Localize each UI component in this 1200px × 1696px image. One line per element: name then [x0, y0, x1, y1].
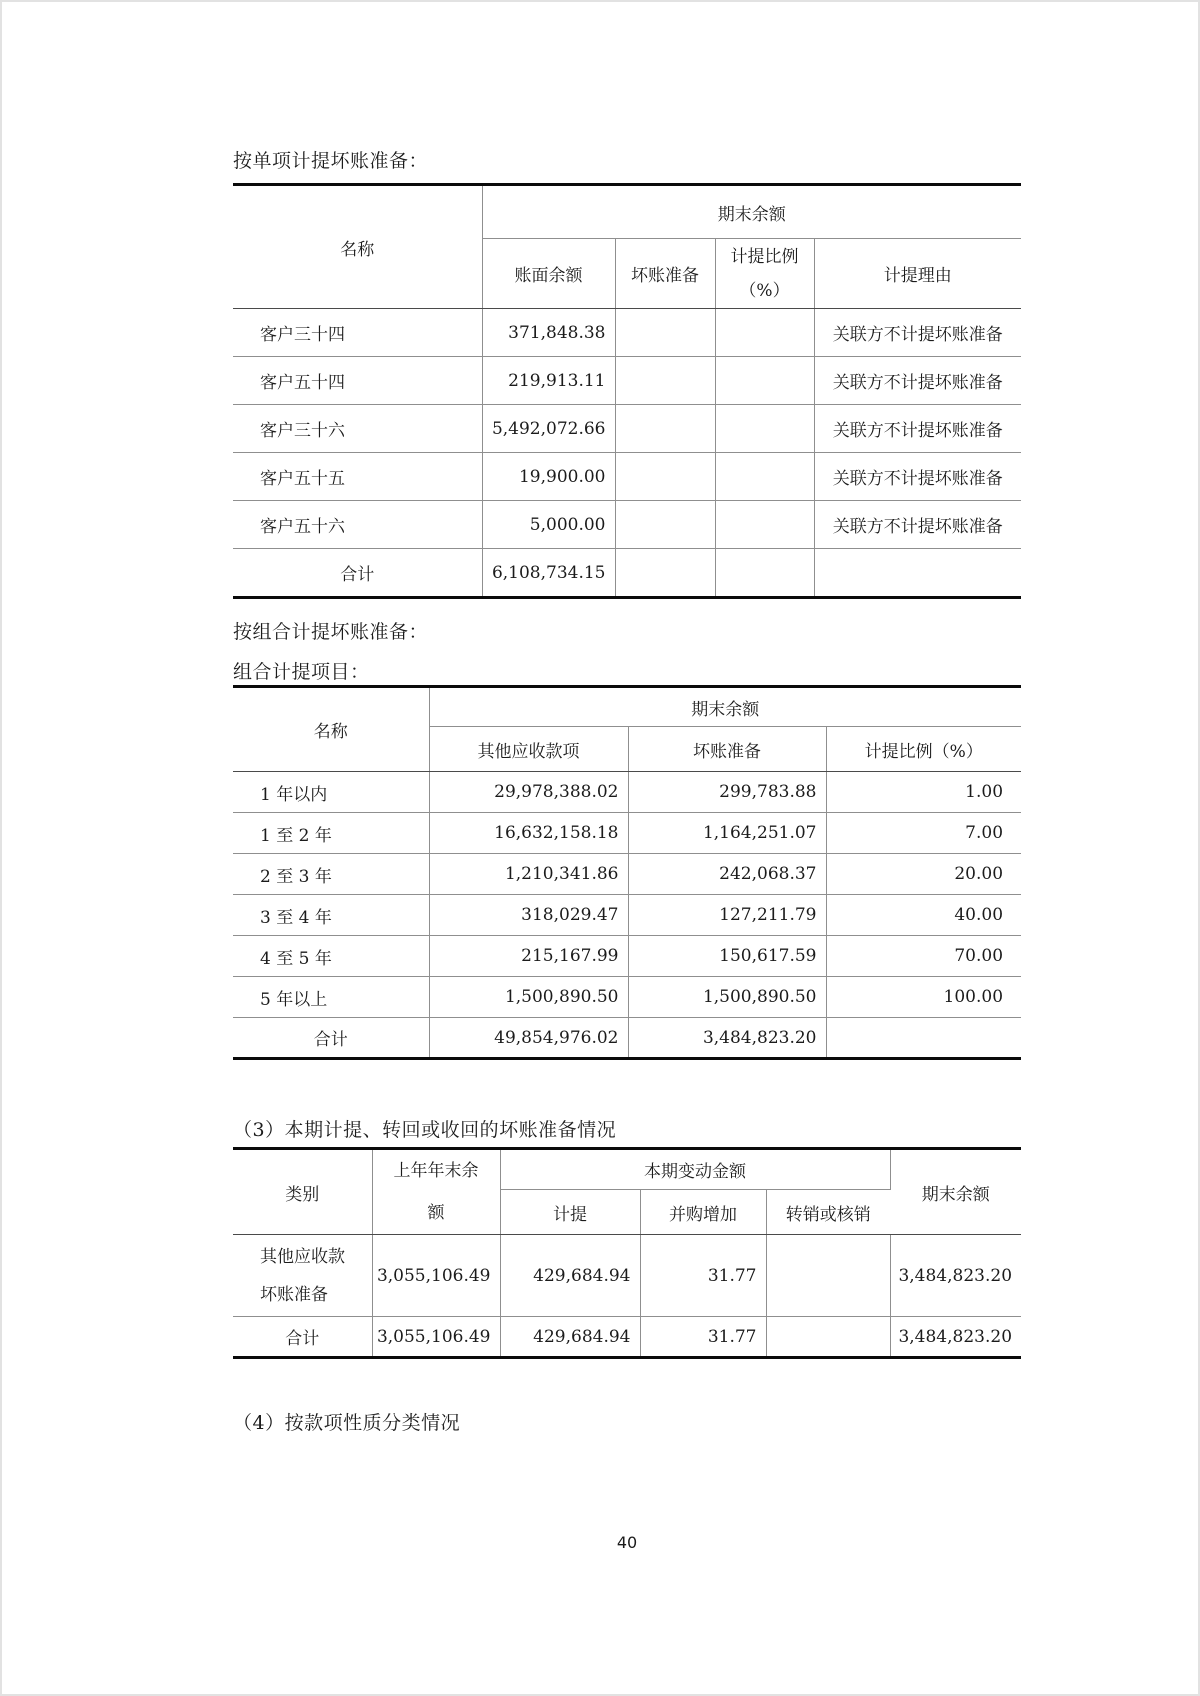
cell-book-balance: 19,900.00	[482, 453, 615, 501]
col-header-ending-balance: 期末余额	[482, 185, 1021, 239]
cell-ratio	[715, 405, 814, 453]
cell-ending-balance: 3,484,823.20	[890, 1235, 1021, 1317]
cell-bad-debt	[615, 309, 715, 357]
cell-ratio: 100.00	[826, 977, 1021, 1018]
cell-other-receivables: 215,167.99	[429, 936, 628, 977]
col-header-ending-balance: 期末余额	[890, 1149, 1021, 1235]
cell-acquisition: 31.77	[640, 1317, 766, 1358]
cell-ratio	[715, 309, 814, 357]
col-header-bad-debt: 坏账准备	[615, 239, 715, 309]
col-header-acquisition: 并购增加	[640, 1190, 766, 1235]
cell-bad-debt: 127,211.79	[628, 895, 826, 936]
col-header-current-change: 本期变动金额	[500, 1149, 890, 1190]
col-header-category: 类别	[233, 1149, 372, 1235]
cell-bad-debt	[615, 549, 715, 598]
cell-aging: 3 至 4 年	[233, 895, 429, 936]
cell-ratio: 1.00	[826, 772, 1021, 813]
provision-changes-table	[233, 1147, 1021, 1359]
cell-aging: 5 年以上	[233, 977, 429, 1018]
cell-book-balance: 5,492,072.66	[482, 405, 615, 453]
cell-prev-year-balance: 3,055,106.49	[372, 1317, 500, 1358]
cell-aging: 4 至 5 年	[233, 936, 429, 977]
col-header-book-balance: 账面余额	[482, 239, 615, 309]
col-header-name: 名称	[233, 687, 429, 772]
heading-nature-classification: （4）按款项性质分类情况	[233, 1412, 461, 1434]
cell-name: 客户三十四	[233, 309, 482, 357]
cell-other-receivables: 1,500,890.50	[429, 977, 628, 1018]
col-header-other-receivables: 其他应收款项	[429, 727, 628, 772]
total-row	[233, 549, 1021, 598]
cell-ratio: 70.00	[826, 936, 1021, 977]
cell-name: 客户三十六	[233, 405, 482, 453]
table-row	[233, 977, 1021, 1018]
cell-bad-debt	[615, 501, 715, 549]
cell-ratio	[715, 501, 814, 549]
col-header-ratio	[715, 239, 814, 309]
header-row-span	[233, 687, 1021, 727]
cell-aging: 2 至 3 年	[233, 854, 429, 895]
table-row	[233, 405, 1021, 453]
table-row	[233, 453, 1021, 501]
cell-book-balance: 371,848.38	[482, 309, 615, 357]
cell-reason: 关联方不计提坏账准备	[814, 501, 1021, 549]
cell-bad-debt	[615, 453, 715, 501]
cell-ratio	[715, 453, 814, 501]
col-header-provision: 计提	[500, 1190, 640, 1235]
cell-bad-debt: 1,164,251.07	[628, 813, 826, 854]
page-number: 40	[616, 1533, 638, 1552]
heading-provision-changes: （3）本期计提、转回或收回的坏账准备情况	[233, 1119, 617, 1141]
table-row	[233, 357, 1021, 405]
cell-writeoff	[766, 1235, 890, 1317]
cell-ending-balance: 3,484,823.20	[898, 1326, 1013, 1347]
header-row-span	[233, 185, 1021, 239]
heading-individual-provision: 按单项计提坏账准备：	[233, 150, 429, 172]
col-header-ratio: 计提比例（%）	[826, 727, 1021, 772]
cell-aging: 1 年以内	[233, 772, 429, 813]
col-header-writeoff: 转销或核销	[766, 1190, 890, 1235]
col-header-reason: 计提理由	[814, 239, 1021, 309]
total-row	[233, 1317, 1021, 1358]
col-header-ratio-line1: 计提比例	[730, 246, 799, 267]
table-row	[233, 772, 1021, 813]
col-header-prev-year-balance-text: 上年年末余额	[393, 1161, 479, 1223]
cell-bad-debt	[615, 405, 715, 453]
table-row	[233, 813, 1021, 854]
cell-category	[233, 1235, 372, 1317]
cell-ratio: 7.00	[826, 813, 1021, 854]
cell-other-receivables: 29,978,388.02	[429, 772, 628, 813]
cell-other-receivables: 1,210,341.86	[429, 854, 628, 895]
cell-provision: 429,684.94	[500, 1317, 640, 1358]
cell-total-label: 合计	[233, 1317, 372, 1358]
header-row-span	[233, 1149, 1021, 1190]
table-row	[233, 854, 1021, 895]
col-header-ratio-line2: （%）	[739, 280, 790, 301]
col-header-name: 名称	[233, 185, 482, 309]
cell-aging: 1 至 2 年	[233, 813, 429, 854]
cell-bad-debt: 1,500,890.50	[628, 977, 826, 1018]
individual-provision-table	[233, 183, 1021, 599]
cell-name: 客户五十五	[233, 453, 482, 501]
cell-category-text: 其他应收款坏账准备	[260, 1246, 345, 1305]
cell-bad-debt	[615, 357, 715, 405]
cell-bad-debt: 3,484,823.20	[628, 1018, 826, 1059]
cell-other-receivables: 16,632,158.18	[429, 813, 628, 854]
table-row	[233, 501, 1021, 549]
cell-reason: 关联方不计提坏账准备	[814, 405, 1021, 453]
cell-book-balance: 5,000.00	[482, 501, 615, 549]
cell-reason: 关联方不计提坏账准备	[814, 357, 1021, 405]
cell-ratio	[826, 1018, 1021, 1059]
total-row	[233, 1018, 1021, 1059]
cell-book-balance: 6,108,734.15	[482, 549, 615, 598]
col-header-bad-debt: 坏账准备	[628, 727, 826, 772]
table-row	[233, 936, 1021, 977]
col-header-ending-balance: 期末余额	[429, 687, 1021, 727]
cell-writeoff	[766, 1317, 890, 1358]
table-row	[233, 1235, 1021, 1317]
cell-bad-debt: 242,068.37	[628, 854, 826, 895]
cell-name: 客户五十四	[233, 357, 482, 405]
cell-bad-debt: 150,617.59	[628, 936, 826, 977]
cell-total-label: 合计	[233, 549, 482, 598]
cell-book-balance: 219,913.11	[482, 357, 615, 405]
cell-bad-debt: 299,783.88	[628, 772, 826, 813]
cell-reason: 关联方不计提坏账准备	[814, 453, 1021, 501]
cell-ratio	[715, 549, 814, 598]
cell-total-label: 合计	[233, 1018, 429, 1059]
cell-other-receivables: 318,029.47	[429, 895, 628, 936]
cell-ratio: 40.00	[826, 895, 1021, 936]
cell-reason	[814, 549, 1021, 598]
heading-group-provision: 按组合计提坏账准备：	[233, 621, 429, 643]
cell-prev-year-balance: 3,055,106.49	[372, 1235, 500, 1317]
group-provision-table	[233, 685, 1021, 1060]
cell-ratio: 20.00	[826, 854, 1021, 895]
cell-name: 客户五十六	[233, 501, 482, 549]
cell-other-receivables: 49,854,976.02	[429, 1018, 628, 1059]
cell-reason: 关联方不计提坏账准备	[814, 309, 1021, 357]
heading-group-items: 组合计提项目：	[233, 661, 370, 683]
cell-ratio	[715, 357, 814, 405]
table-row	[233, 895, 1021, 936]
cell-provision: 429,684.94	[500, 1235, 640, 1317]
table-row	[233, 309, 1021, 357]
cell-acquisition: 31.77	[640, 1235, 766, 1317]
col-header-prev-year-balance	[372, 1149, 500, 1235]
